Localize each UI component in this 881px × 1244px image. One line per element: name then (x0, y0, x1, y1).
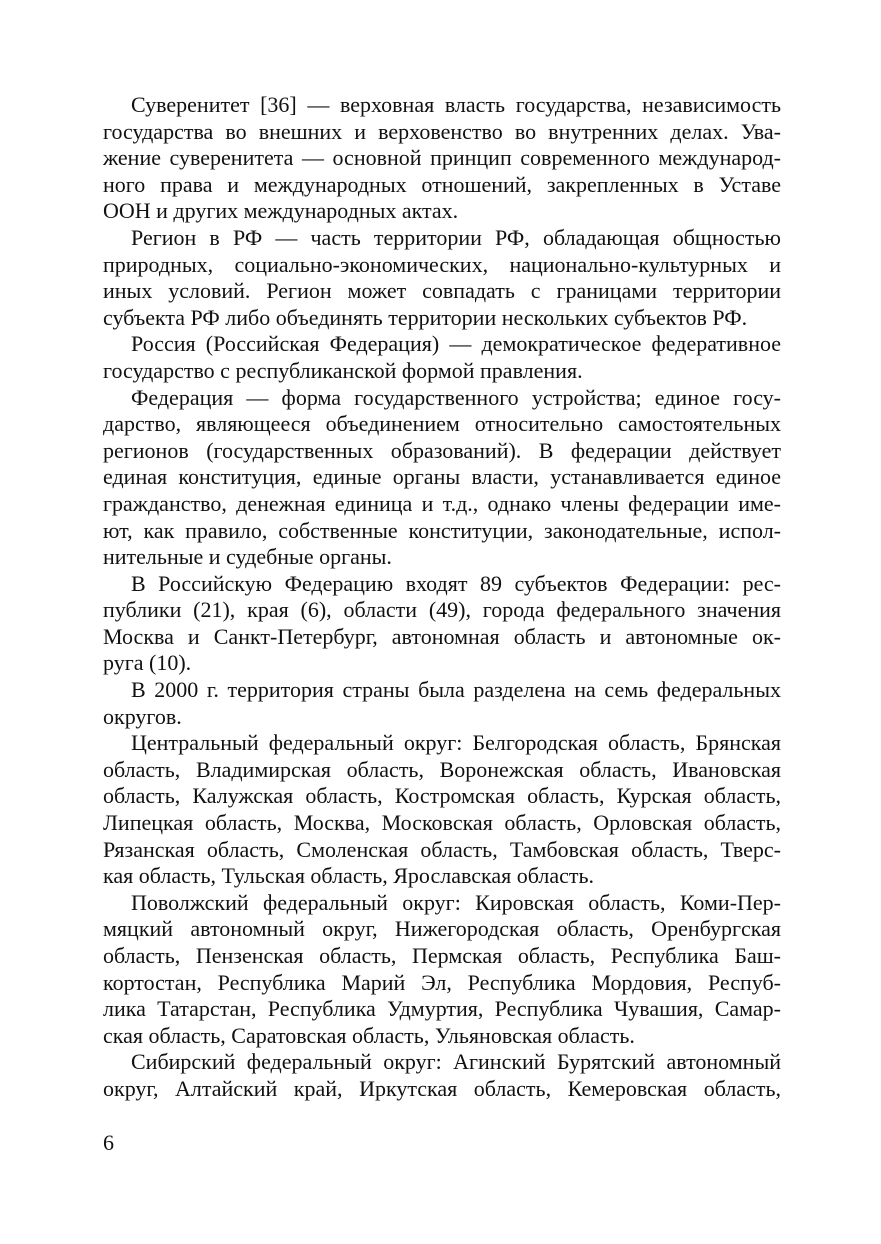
text-line: единая конституция, единые органы власти, устанавливается единое (103, 464, 781, 490)
text-line: иных условий. Регион может совпадать с границами территории (103, 278, 781, 304)
page-body (103, 92, 781, 1103)
text-line: Сибирский федеральный округ: Агинский Бурятский автономный (131, 1049, 781, 1075)
text-line: нительные и судебные органы. (103, 544, 392, 570)
text-line: Федерация — форма государственного устройства; единое госу- (131, 384, 781, 410)
text-line: ного права и международных отношений, закрепленных в Уставе (103, 171, 781, 197)
text-line: ют, как правило, собственные конституции, законодательные, испол- (103, 517, 781, 543)
text-line: Россия (Российская Федерация) — демократическое федеративное (131, 331, 781, 357)
text-line: государство с республиканской формой правления. (103, 357, 583, 383)
text-line: область, Владимирская область, Воронежская область, Ивановская (103, 756, 781, 782)
text-line: Рязанская область, Смоленская область, Тамбовская область, Тверс- (103, 836, 781, 862)
text-line: государства во внешних и верховенство во внутренних делах. Ува- (103, 118, 781, 144)
text-line: Поволжский федеральный округ: Кировская область, Коми-Пер- (131, 889, 781, 915)
text-line: В Российскую Федерацию входят 89 субъектов Федерации: рес- (131, 570, 781, 596)
text-line: дарство, являющееся объединением относительно самостоятельных (103, 411, 781, 437)
text-line: округ, Алтайский край, Иркутская область, Кемеровская область, (103, 1075, 781, 1101)
text-line: жение суверенитета — основной принцип современного международ- (103, 145, 781, 171)
paragraph (103, 890, 781, 1050)
text-line: кортостан, Республика Марий Эл, Республика Мордовия, Респуб- (103, 969, 781, 995)
text-line: В 2000 г. территория страны была разделена на семь федеральных (131, 677, 781, 703)
paragraph (103, 225, 781, 331)
text-line: Регион в РФ — часть территории РФ, обладающая общностью (131, 224, 781, 250)
text-line: кая область, Тульская область, Ярославская область. (103, 863, 595, 889)
paragraph (103, 677, 781, 730)
text-line: Москва и Санкт-Петербург, автономная область и автономные ок- (103, 623, 781, 649)
text-line: природных, социально-экономических, национально-культурных и (103, 251, 781, 277)
paragraph (103, 571, 781, 677)
text-line: лика Татарстан, Республика Удмуртия, Республика Чувашия, Самар- (103, 996, 781, 1022)
text-line: ООН и других международных актах. (103, 198, 459, 224)
text-line: Липецкая область, Москва, Московская область, Орловская область, (103, 810, 781, 836)
paragraph (103, 385, 781, 571)
paragraph (103, 331, 781, 384)
paragraph (103, 730, 781, 890)
text-line: мяцкий автономный округ, Нижегородская область, Оренбургская (103, 916, 781, 942)
text-line: область, Калужская область, Костромская область, Курская область, (103, 783, 781, 809)
text-line: гражданство, денежная единица и т.д., однако члены федерации име- (103, 490, 781, 516)
text-line: субъекта РФ либо объединять территории нескольких субъектов РФ. (103, 304, 748, 330)
text-line: область, Пензенская область, Пермская область, Республика Баш- (103, 943, 781, 968)
paragraph (103, 92, 781, 225)
paragraph (103, 1049, 781, 1102)
page-number: 6 (103, 1130, 114, 1155)
text-line: регионов (государственных образований). В федерации действует (103, 437, 781, 463)
text-line: ская область, Саратовская область, Ульяновская область. (103, 1022, 635, 1048)
text-line: Центральный федеральный округ: Белгородская область, Брянская (131, 730, 781, 756)
text-line: Суверенитет [36] — верховная власть государства, независимость (131, 92, 781, 117)
text-line: округов. (103, 703, 182, 729)
text-line: публики (21), края (6), области (49), города федерального значения (103, 597, 781, 623)
text-line: руга (10). (103, 650, 192, 676)
